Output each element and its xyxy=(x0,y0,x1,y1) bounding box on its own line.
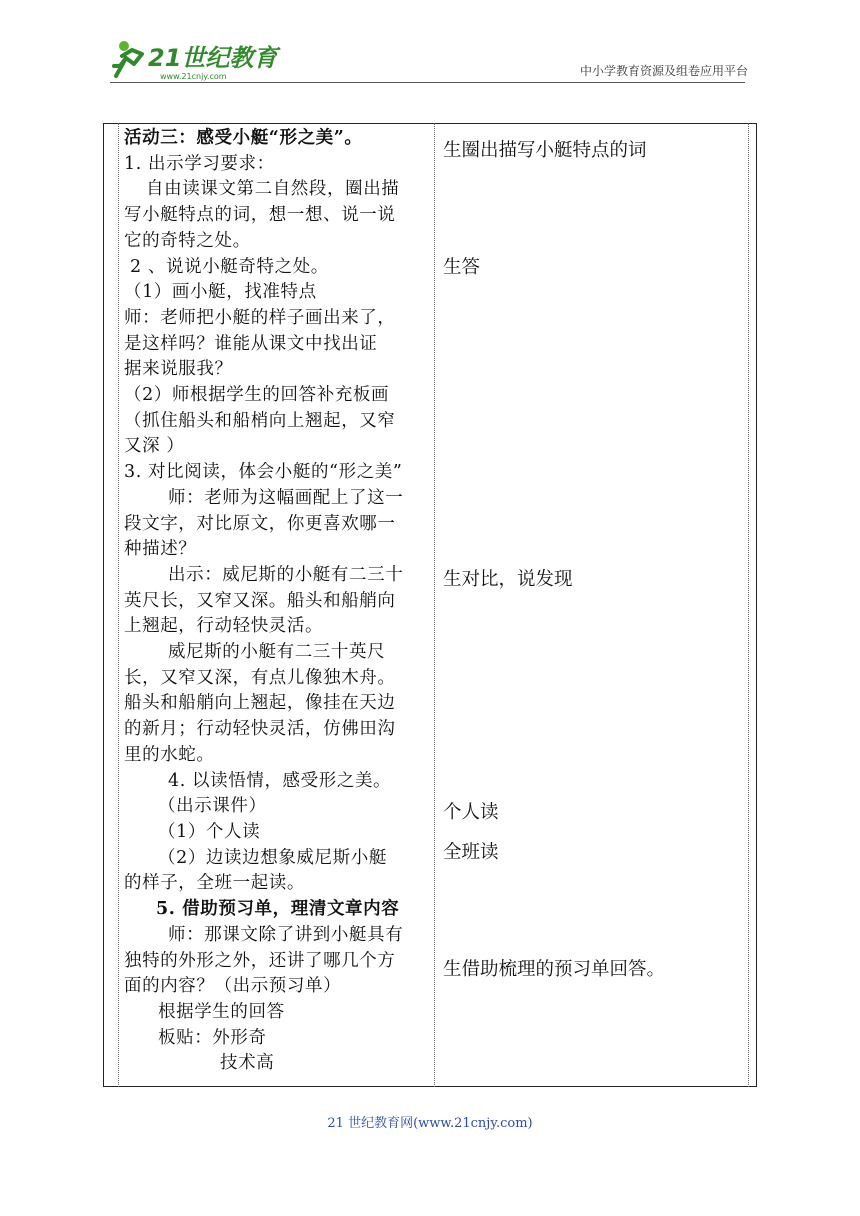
text-line: 它的奇特之处。 xyxy=(124,230,251,251)
text-line: 种描述？ xyxy=(124,539,197,560)
text-line: （1）个人读 xyxy=(158,821,261,842)
table-left-border xyxy=(118,123,119,1087)
text-line: 师：那课文除了讲到小艇具有 xyxy=(168,924,404,945)
text-line: 上翘起，行动轻快灵活。 xyxy=(124,616,324,637)
text-line: 的样子，全班一起读。 xyxy=(124,873,305,894)
text-line: 2 、说说小艇奇特之处。 xyxy=(130,256,329,277)
text-line: 4. 以读悟情，感受形之美。 xyxy=(168,770,392,791)
student-note: 生答 xyxy=(443,257,481,278)
text-line: 里的水蛇。 xyxy=(124,744,215,765)
text-line: 根据学生的回答 xyxy=(158,1001,285,1022)
text-line: 威尼斯的小艇有二三十英尺 xyxy=(168,642,386,663)
text-line: 是这样吗？谁能从课文中找出证 xyxy=(124,333,378,354)
text-line: （2）师根据学生的回答补充板画 xyxy=(124,385,390,406)
text-line: 写小艇特点的词，想一想、说一说 xyxy=(124,205,396,226)
table-right-border xyxy=(748,123,749,1087)
teacher-activity-cell xyxy=(124,126,430,1077)
student-note: 全班读 xyxy=(443,842,499,863)
text-line: 船头和船艄向上翘起，像挂在天边 xyxy=(124,693,396,714)
text-line: 板贴：外形奇 xyxy=(158,1027,267,1048)
text-line: 据来说服我？ xyxy=(124,359,233,380)
text-line: 的新月；行动轻快灵活，仿佛田沟 xyxy=(124,719,396,740)
text-line: 又深 ） xyxy=(124,436,185,457)
svg-text:www.21cnjy.com: www.21cnjy.com xyxy=(160,72,227,81)
text-line: （2）边读边想象威尼斯小艇 xyxy=(158,847,387,868)
text-line: 师：老师为这幅画配上了这一 xyxy=(168,487,404,508)
text-line: 师：老师把小艇的样子画出来了， xyxy=(124,307,396,328)
text-line: 面的内容？（出示预习单） xyxy=(124,976,342,997)
student-note: 个人读 xyxy=(443,802,499,823)
text-line: 段文字，对比原文，你更喜欢哪一 xyxy=(124,513,396,534)
logo-runner-head-icon xyxy=(119,41,129,51)
logo-21cnjy xyxy=(112,36,282,84)
student-note: 生借助梳理的预习单回答。 xyxy=(443,959,666,980)
text-line: 3. 对比阅读，体会小艇的“形之美” xyxy=(124,462,403,483)
header-divider xyxy=(110,82,745,83)
text-line: 5. 借助预习单，理清文章内容 xyxy=(156,899,400,920)
text-line: 技术高 xyxy=(220,1053,275,1074)
svg-text:21世纪教育: 21世纪教育 xyxy=(148,44,278,72)
text-line: 出示：威尼斯的小艇有二三十 xyxy=(168,564,404,585)
text-line: （1）画小艇，找准特点 xyxy=(124,282,317,303)
platform-name: 中小学教育资源及组卷应用平台 xyxy=(579,64,748,78)
page-footer: 21 世纪教育网(www.21cnjy.com) xyxy=(327,1116,533,1131)
text-line: 长，又窄又深，有点儿像独木舟。 xyxy=(124,667,396,688)
student-note: 生对比，说发现 xyxy=(443,569,573,590)
text-line: （抓住船头和船梢向上翘起，又窄 xyxy=(124,410,396,431)
activity-heading: 活动三：感受小艇“形之美”。 xyxy=(124,128,363,148)
text-line: 英尺长，又窄又深。船头和船艄向 xyxy=(124,590,396,611)
table-column-divider xyxy=(434,123,435,1087)
page-header xyxy=(0,0,860,90)
text-line: 1. 出示学习要求： xyxy=(124,153,275,174)
text-line: （出示课件） xyxy=(158,796,267,817)
text-line: 自由读课文第二自然段，圈出描 xyxy=(146,179,400,200)
student-note: 生圈出描写小艇特点的词 xyxy=(443,140,647,161)
text-line: 独特的外形之外，还讲了哪几个方 xyxy=(124,950,396,971)
